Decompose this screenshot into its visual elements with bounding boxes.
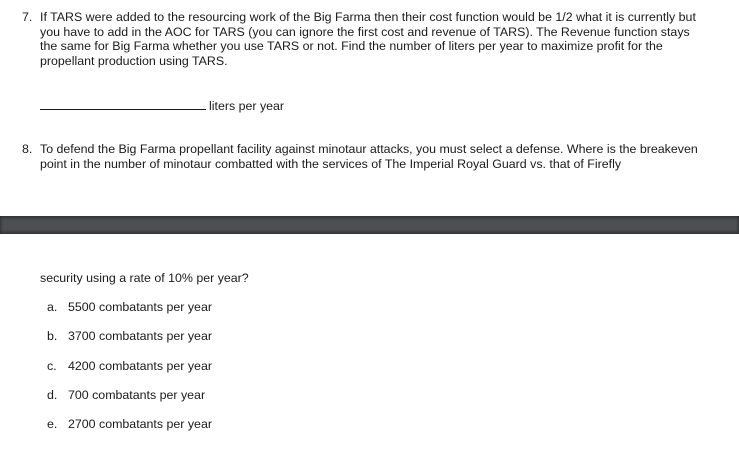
- answer-options: [47, 300, 212, 446]
- question-7: [22, 10, 700, 68]
- question-number: 8.: [22, 142, 33, 156]
- question-text: To defend the Big Farma propellant facility against minotaur attacks, you must select a defense. Where is the breakeven point in the number of minotaur combatted with the services of The Imperial Royal Guard vs. that of Firefly: [40, 142, 698, 171]
- option-text: 4200 combatants per year: [68, 358, 212, 373]
- answer-line: [40, 97, 284, 113]
- option-text: 700 combatants per year: [68, 387, 206, 402]
- page-separator: [0, 216, 739, 234]
- option-letter: c.: [47, 358, 57, 373]
- option-text: 5500 combatants per year: [68, 300, 212, 314]
- page-bottom: [0, 234, 739, 464]
- option-e[interactable]: [47, 417, 212, 446]
- option-letter: a.: [47, 300, 58, 314]
- question-8: [22, 142, 700, 171]
- question-text: If TARS were added to the resourcing work of the Big Farma then their cost function would be 1/2 what it is currently but you have to add in the AOC for TARS (you can ignore the first cost and revenue of TARS). The Revenue function stays the same for Big Farma whether you use TARS or not. Find the number of liters per year to maximize profit for the propellant production using TARS.: [40, 10, 696, 68]
- option-c[interactable]: [47, 359, 212, 388]
- answer-blank: [40, 97, 206, 110]
- option-a[interactable]: [47, 300, 212, 329]
- answer-unit: liters per year: [209, 99, 285, 113]
- option-letter: d.: [47, 387, 58, 402]
- option-letter: e.: [47, 417, 58, 432]
- option-letter: b.: [47, 329, 58, 344]
- option-d[interactable]: [47, 388, 212, 417]
- option-text: 2700 combatants per year: [68, 417, 212, 432]
- question-text-continued: security using a rate of 10% per year?: [40, 271, 249, 285]
- question-number: 7.: [22, 10, 33, 24]
- option-b[interactable]: [47, 329, 212, 358]
- option-text: 3700 combatants per year: [68, 329, 212, 344]
- page-top: [0, 0, 739, 216]
